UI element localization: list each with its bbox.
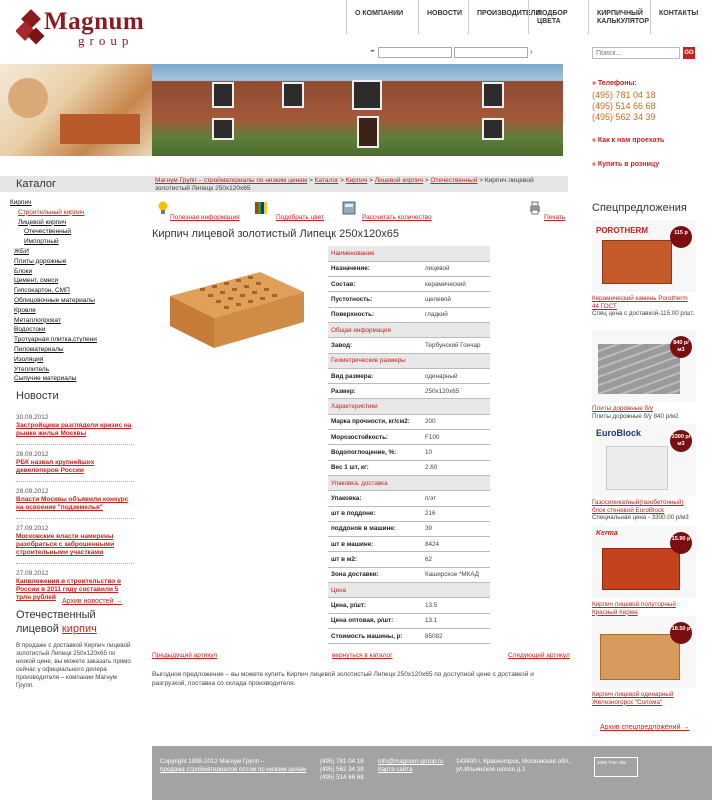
promo-text: В продаже с доставкой Кирпич лицевой золотистый Липецк 250х120х65 по низкой цене, вы можете заказать прямо сейчас у официального дилера производителя – компании Магнум Групп. xyxy=(16,642,131,689)
special-image[interactable] xyxy=(592,220,696,292)
spec-value: F100 xyxy=(422,430,490,445)
window-shape xyxy=(482,118,504,140)
news-link[interactable]: РБК назвал крупнейших девелоперов России xyxy=(16,459,134,482)
price-badge: 15.90 р xyxy=(670,532,692,554)
special-title[interactable]: Кирпич лицевой одинарный Железногорск "Солома" xyxy=(592,691,674,706)
footer-phones xyxy=(320,758,364,782)
special-desc: Спец цена с доставкой-115.00 р/шт. xyxy=(592,310,695,317)
spec-value: щелевой xyxy=(422,292,490,307)
catalog-item-road-plates[interactable]: ▸ Плиты дорожные xyxy=(4,257,152,267)
spec-key: шт в поддоне: xyxy=(328,506,422,521)
spec-value: керамический xyxy=(422,277,490,292)
footer-phone: (495) 562 34 39 xyxy=(320,766,364,773)
catalog-item-metal[interactable]: ▸ Металлопрокат xyxy=(4,316,152,326)
price-badge: 3300 р/м3 xyxy=(670,430,692,452)
catalog-item-zhbi[interactable]: ▸ ЖБИ xyxy=(4,247,152,257)
spec-key: Водопоглощение, %: xyxy=(328,445,422,460)
specials-archive-link[interactable]: Архив спецпредложений → xyxy=(600,724,689,731)
phone-2[interactable]: (495) 514 66 68 xyxy=(592,101,656,111)
breadcrumb-home[interactable]: Магнум Групп – стройматериалы по низким ценам xyxy=(155,177,308,184)
spec-row xyxy=(328,506,490,521)
nav-contacts[interactable]: КОНТАКТЫ xyxy=(650,0,712,34)
special-card[interactable] xyxy=(592,526,696,616)
spec-row xyxy=(328,261,490,276)
promo-title: Отечественный лицевой кирпич xyxy=(16,609,97,635)
lightbulb-icon[interactable] xyxy=(156,201,170,215)
special-title[interactable]: Кирпич лицевой полуторный Красный Керма xyxy=(592,601,676,616)
catalog-item-facing-materials[interactable]: ▸ Облицовочные материалы xyxy=(4,296,152,306)
spec-value: п/эт xyxy=(422,491,490,506)
catalog-item-paving[interactable]: ▸ Тротуарная плитка,ступени xyxy=(4,335,152,345)
news-list xyxy=(16,408,134,608)
news-date: 27.09.2012 xyxy=(16,525,49,532)
special-card[interactable] xyxy=(592,220,696,318)
spec-value: 8424 xyxy=(422,537,490,552)
spec-value: гладкий xyxy=(422,307,490,322)
spec-row xyxy=(328,277,490,292)
spec-key: Вид размера: xyxy=(328,368,422,383)
toy-bricks-shape xyxy=(60,114,140,144)
next-article-link[interactable]: Следующий артикул xyxy=(508,652,570,659)
special-card[interactable] xyxy=(592,616,696,706)
news-title: Новости xyxy=(16,390,59,402)
spec-value: 216 xyxy=(422,506,490,521)
prev-article-link[interactable]: Предыдущий артикул xyxy=(152,652,218,659)
breadcrumb-facing[interactable]: Лицевой кирпич xyxy=(374,177,423,184)
spec-table xyxy=(328,246,490,644)
special-brand: Kerma xyxy=(596,530,618,537)
news-date: 30.09.2012 xyxy=(16,414,49,421)
search-input[interactable] xyxy=(592,47,680,59)
back-to-catalog-link[interactable]: вернуться в каталог xyxy=(332,652,393,659)
nav-about[interactable]: О КОМПАНИИ xyxy=(346,0,418,34)
spec-key: Назначение: xyxy=(328,261,422,276)
phones-title: » Телефоны: xyxy=(592,80,637,87)
spec-row xyxy=(328,521,490,536)
select-field-2[interactable] xyxy=(454,47,528,58)
spec-key: Упаковка: xyxy=(328,491,422,506)
news-date: 28.09.2012 xyxy=(16,451,49,458)
spec-section-label: Общая информация xyxy=(328,322,490,337)
spec-row xyxy=(328,628,490,643)
spec-key: Стоимость машины, р: xyxy=(328,628,422,643)
brick-product-image xyxy=(160,266,310,352)
spec-key: Вес 1 шт, кг: xyxy=(328,460,422,475)
spec-key: Поверхность: xyxy=(328,307,422,322)
catalog-item-brick[interactable]: ▸ Кирпич xyxy=(4,198,152,208)
catalog-list xyxy=(4,198,152,384)
nav-news[interactable]: НОВОСТИ xyxy=(418,0,468,34)
road-plates-shape xyxy=(598,344,680,394)
special-card[interactable] xyxy=(592,424,696,522)
news-date: 28.09.2012 xyxy=(16,488,49,495)
spec-row xyxy=(328,307,490,322)
footer-copyright xyxy=(160,758,310,774)
breadcrumb-current: Кирпич лицевой золотистый Липецк 250х120х65 xyxy=(155,177,534,192)
special-title[interactable]: Плиты дорожные б/у xyxy=(592,405,653,412)
spec-section-row xyxy=(328,246,490,261)
spec-row xyxy=(328,292,490,307)
spec-key: Зона доставки: xyxy=(328,567,422,582)
catalog-item-lumber[interactable]: ▸ Пиломатериалы xyxy=(4,345,152,355)
spec-key: шт в м2: xyxy=(328,552,422,567)
catalog-item-imported[interactable]: ▸ Импортный xyxy=(4,237,152,247)
catalog-item-cement[interactable]: ▸ Цемент, смеси xyxy=(4,276,152,286)
spec-row xyxy=(328,384,490,399)
catalog-title: Каталог xyxy=(0,176,152,192)
gas-block-shape xyxy=(606,446,668,490)
straw-brick-shape xyxy=(600,634,680,680)
spec-value: 85082 xyxy=(422,628,490,643)
spec-value: 13.5 xyxy=(422,598,490,613)
window-shape xyxy=(212,82,234,108)
special-brand: EuroBlock xyxy=(596,428,642,438)
spec-value: 39 xyxy=(422,521,490,536)
breadcrumb-catalog[interactable]: Каталог xyxy=(314,177,339,184)
calculator-icon[interactable] xyxy=(342,201,356,215)
spec-row xyxy=(328,368,490,383)
phone-3[interactable]: (495) 562 34 39 xyxy=(592,112,656,122)
calculate-link[interactable]: Рассчитать количество xyxy=(362,214,432,221)
special-desc: Специальная цена - 3300.00 р/м3 xyxy=(592,514,689,521)
useful-info-link[interactable]: Полезная информация xyxy=(170,214,240,221)
spec-value: 62 xyxy=(422,552,490,567)
nav-producers[interactable]: ПРОИЗВОДИТЕЛИ xyxy=(468,0,528,34)
spec-section-label: Геометрические размеры xyxy=(328,353,490,368)
window-shape xyxy=(212,118,234,140)
footer-email[interactable]: info@magnum-group.ru xyxy=(378,758,444,765)
news-link[interactable]: Застройщики разглядели кризис на рынке жилья Москвы xyxy=(16,422,134,445)
palette-icon[interactable] xyxy=(254,201,268,215)
catalog-item-domestic[interactable]: ▸ Отечественный xyxy=(4,227,152,237)
catalog-item-gutters[interactable]: ▸ Водостоки xyxy=(4,325,152,335)
child-face-shape xyxy=(8,78,48,118)
nav-spacer xyxy=(318,0,346,34)
window-shape xyxy=(482,82,504,108)
specials-title: Спецпредложения xyxy=(592,202,687,214)
pick-color-link[interactable]: Подобрать цвет xyxy=(276,214,325,221)
promo-title-link[interactable]: кирпич xyxy=(61,623,97,635)
spec-key: Цена оптовая, р/шт: xyxy=(328,613,422,628)
breadcrumb-domestic[interactable]: Отечественный xyxy=(430,177,478,184)
spec-section-label: Характеристики xyxy=(328,399,490,414)
spec-value: 10 xyxy=(422,445,490,460)
special-image[interactable] xyxy=(592,526,696,598)
footer-phone: (495) 781 04 18 xyxy=(320,758,364,765)
catalog-item-bulk[interactable]: ▸ Сыпучие материалы xyxy=(4,374,152,384)
spec-value: 200 xyxy=(422,414,490,429)
banner-child-image xyxy=(0,64,152,156)
spec-section-row xyxy=(328,322,490,337)
spec-section-row xyxy=(328,475,490,490)
news-link[interactable]: Власти Москвы объявили конкурс на освоение "подземелья" xyxy=(16,496,134,519)
nav-color[interactable]: ПОДБОР ЦВЕТА xyxy=(528,0,588,34)
special-image[interactable] xyxy=(592,424,696,496)
news-link[interactable]: Капвложения в строительство в России в 2011 году составили 5 трлн рублей xyxy=(16,578,122,601)
select-field-1[interactable] xyxy=(378,47,452,58)
banner-switcher xyxy=(370,47,536,59)
spec-section-label: Упаковка, доставка xyxy=(328,475,490,490)
prev-arrow-icon[interactable]: ◂▸ xyxy=(370,48,376,54)
special-desc: Плиты дорожные б/у 840 р/м2 xyxy=(592,412,679,420)
footer-counter-badge[interactable]: 2000 THE 406 xyxy=(594,757,638,777)
price-badge: 18.50 р xyxy=(670,622,692,644)
catalog-item-facing-brick[interactable]: ▸ Лицевой кирпич xyxy=(4,218,152,228)
catalog-item-insulation[interactable]: ▸ Изоляция xyxy=(4,355,152,365)
printer-icon[interactable] xyxy=(528,201,542,215)
spec-section-label: Цена xyxy=(328,583,490,598)
spec-key: Марка прочности, кг/см2: xyxy=(328,414,422,429)
spec-value: Тербунский Гончар xyxy=(422,338,490,353)
spec-row xyxy=(328,445,490,460)
special-brand: POROTHERM xyxy=(596,226,648,235)
special-image[interactable] xyxy=(592,330,696,402)
phone-1[interactable]: (495) 781 04 18 xyxy=(592,90,656,100)
logo-sub: group xyxy=(78,33,134,48)
copyright-link[interactable]: продажа стройматериалов оптом по низким ценам xyxy=(160,766,307,773)
catalog-item-thermal[interactable]: ▸ Утеплитель xyxy=(4,365,152,375)
spec-section-row xyxy=(328,399,490,414)
spec-row xyxy=(328,567,490,582)
news-date: 27.09.2012 xyxy=(16,570,49,577)
print-link[interactable]: Печать xyxy=(544,214,566,221)
window-shape xyxy=(352,80,382,110)
footer-sitemap[interactable]: Карта сайта xyxy=(378,766,413,773)
spec-row xyxy=(328,414,490,429)
spec-key: Состав: xyxy=(328,277,422,292)
spec-section-label: Наименование xyxy=(328,246,490,261)
directions-link[interactable]: » Как к нам проехать xyxy=(592,137,664,144)
spec-key: шт в машине: xyxy=(328,537,422,552)
price-badge: 115 р xyxy=(670,226,692,248)
spec-key: Завод: xyxy=(328,338,422,353)
catalog-item-construction-brick[interactable]: ▸ Строительный кирпич xyxy=(4,208,152,218)
spec-key: Морозостойкость: xyxy=(328,430,422,445)
copyright-text: Copyright 1998-2012 Магнум Групп – xyxy=(160,758,265,765)
spec-key: Размер: xyxy=(328,384,422,399)
spec-value: лицевой xyxy=(422,261,490,276)
product-title: Кирпич лицевой золотистый Липецк 250х120х65 xyxy=(152,228,400,240)
breadcrumb-brick[interactable]: Кирпич xyxy=(345,177,368,184)
spec-row xyxy=(328,537,490,552)
footer-address: 143400 г. Красногорск, Московская обл., ул.Ильинское шоссе д.1 xyxy=(456,758,572,773)
price-badge: 840 р/м3 xyxy=(670,336,692,358)
spec-row xyxy=(328,613,490,628)
special-card[interactable] xyxy=(592,330,696,420)
special-image[interactable] xyxy=(592,616,696,688)
spec-row xyxy=(328,598,490,613)
spec-row xyxy=(328,338,490,353)
catalog-item-blocks[interactable]: ▸ Блоки xyxy=(4,267,152,277)
logo-name[interactable]: Magnum xyxy=(44,8,145,35)
breadcrumb: Магнум Групп – стройматериалы по низким ценам > Каталог > Кирпич > Лицевой кирпич > Отечественный > Кирпич лицевой золотистый Липецк 250х120х65 xyxy=(155,177,534,192)
red-brick-shape xyxy=(602,548,680,590)
special-title[interactable]: Газосиликатный(газобетонный) блок стеновой EuroBlock xyxy=(592,499,684,514)
retail-link[interactable]: » Купить в розницу xyxy=(592,161,659,168)
spec-section-row xyxy=(328,583,490,598)
special-title[interactable]: Керамический камень Porotherm 44 ГОСТ xyxy=(592,295,688,310)
window-shape xyxy=(282,82,304,108)
ceramic-block-shape xyxy=(602,240,672,284)
catalog-item-roofing[interactable]: ▸ Кровля xyxy=(4,306,152,316)
spec-row xyxy=(328,491,490,506)
news-archive-link[interactable]: Архив новостей → xyxy=(62,598,122,605)
spec-value: одинарный xyxy=(422,368,490,383)
spec-value: 250х120х65 xyxy=(422,384,490,399)
top-nav xyxy=(318,0,712,38)
spec-key: поддонов в машине: xyxy=(328,521,422,536)
news-link[interactable]: Московские власти намерены разобраться с заброшенными строительными участками xyxy=(16,533,134,564)
search-button[interactable]: GO xyxy=(683,47,695,59)
spec-row xyxy=(328,552,490,567)
nav-calculator[interactable]: КИРПИЧНЫЙ КАЛЬКУЛЯТОР xyxy=(588,0,650,34)
spec-row xyxy=(328,460,490,475)
spec-section-row xyxy=(328,353,490,368)
spec-value: Каширское *МКАД xyxy=(422,567,490,582)
spec-key: Цена, р/шт: xyxy=(328,598,422,613)
next-arrow-icon[interactable]: › xyxy=(530,47,533,56)
footer-links xyxy=(378,758,443,774)
footer-phone: (495) 514 66 68 xyxy=(320,774,364,781)
spec-value: 2.60 xyxy=(422,460,490,475)
door-shape xyxy=(357,116,379,148)
spec-row xyxy=(328,430,490,445)
product-description: Выгодное предложение – вы можете купить Кирпич лицевой золотистый Липецк 250х120х65 по доступной цене с доставкой и разгрузкой, поставка со склада производителя. xyxy=(152,671,534,687)
banner-house-image xyxy=(152,64,563,156)
spec-value: 13.1 xyxy=(422,613,490,628)
catalog-item-drywall[interactable]: ▸ Гипсокартон, СМП xyxy=(4,286,152,296)
spec-key: Пустотность: xyxy=(328,292,422,307)
